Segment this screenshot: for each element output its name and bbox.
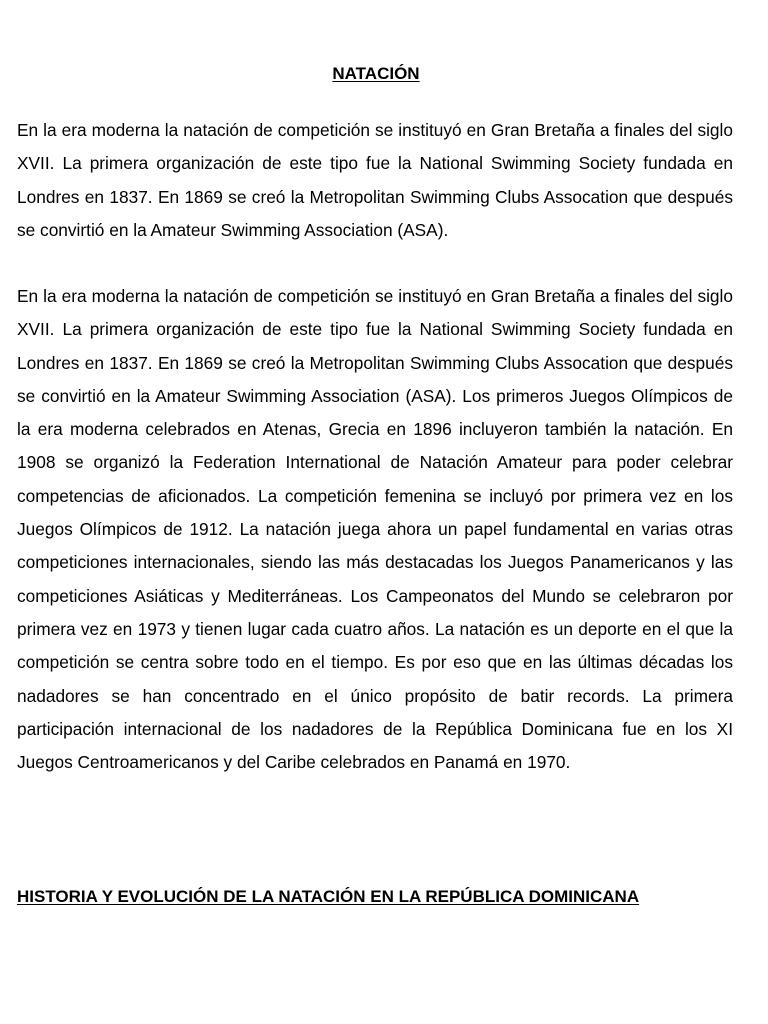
section-heading-text: HISTORIA Y EVOLUCIÓN DE LA NATACIÓN EN LA REPÚBLICA DOMINICANA (17, 887, 640, 906)
paragraph-intro: En la era moderna la natación de competición se instituyó en Gran Bretaña a finales del siglo XVII. La primera organización de este tipo fue la National Swimming Society fundada en Londres en 1837. En 1869 se creó la Metropolitan Swimming Clubs Assocation que después se convirtió en la Amateur Swimming Association (ASA). (17, 120, 733, 240)
document-title (0, 62, 752, 86)
paragraph-history: En la era moderna la natación de competición se instituyó en Gran Bretaña a finales del siglo XVII. La primera organización de este tipo fue la National Swimming Society fundada en Londres en 1837. En 1869 se creó la Metropolitan Swimming Clubs Assocation que después se convirtió en la Amateur Swimming Association (ASA). Los primeros Juegos Olímpicos de la era moderna celebrados en Atenas, Grecia en 1896 incluyeron también la natación. En 1908 se organizó la Federation International de Natación Amateur para poder celebrar competencias de aficionados. La competición femenina se incluyó por primera vez en los Juegos Olímpicos de 1912. La natación juega ahora un papel fundamental en varias otras competiciones internacionales, siendo las más destacadas los Juegos Panamericanos y las competiciones Asiáticas y Mediterráneas. Los Campeonatos del Mundo se celebraron por primera vez en 1973 y tienen lugar cada cuatro años. La natación es un deporte en el que la competición se centra sobre todo en el tiempo. Es por eso que en las últimas décadas los nadadores se han concentrado en el único propósito de batir records. La primera participación internacional de los nadadores de la República Dominicana fue en los XI Juegos Centroamericanos y del Caribe celebrados en Panamá en 1970. (17, 286, 733, 773)
section-heading (17, 884, 757, 910)
document-title-text: NATACIÓN (332, 64, 420, 83)
